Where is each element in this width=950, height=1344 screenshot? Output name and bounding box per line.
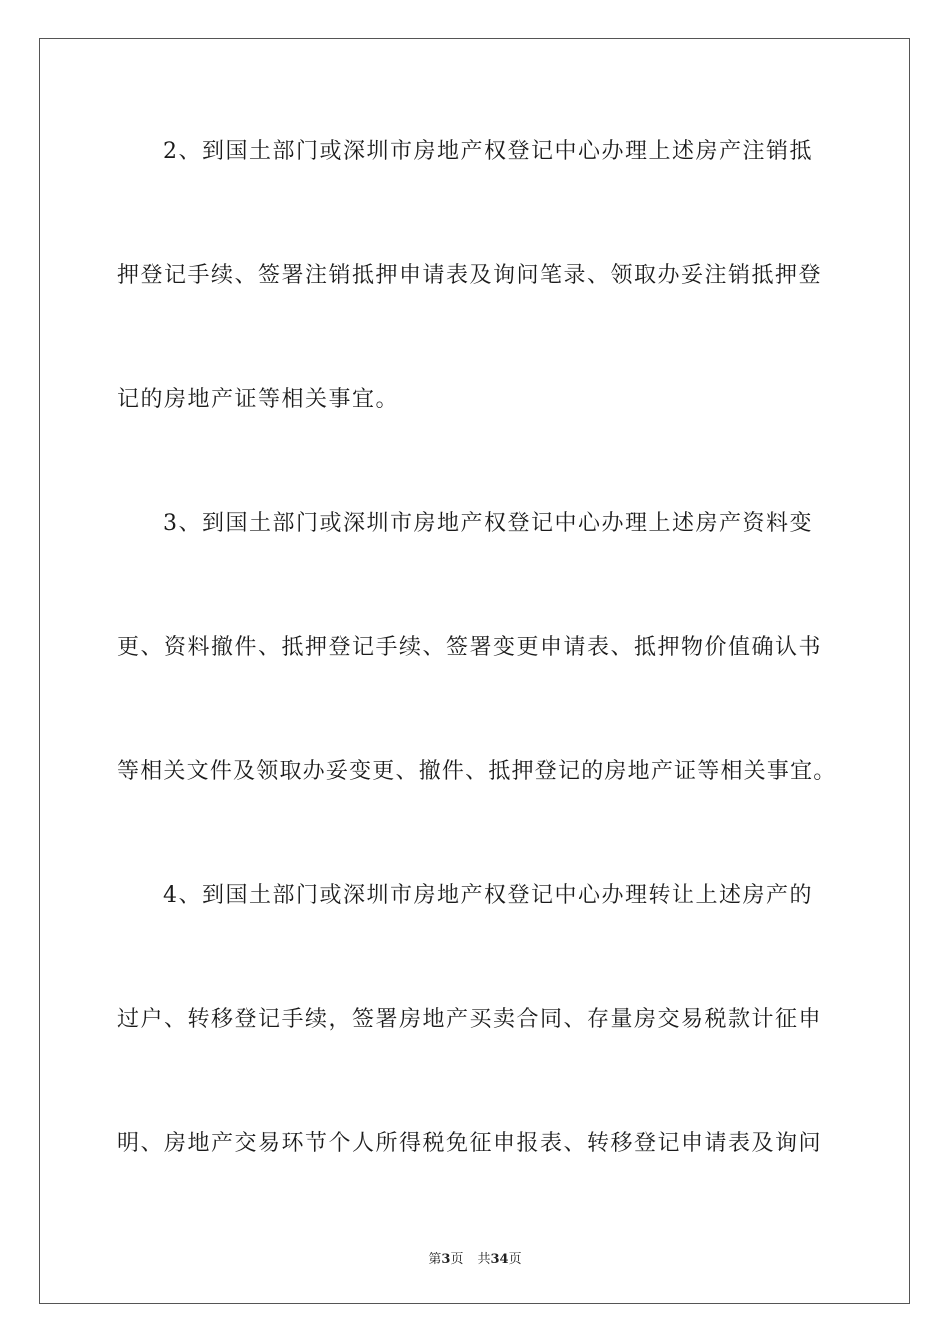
paragraph-line: 2、到国土部门或深圳市房地产权登记中心办理上述房产注销抵 [163, 139, 813, 164]
paragraph-line: 过户、转移登记手续，签署房地产买卖合同、存量房交易税款计征申 [117, 1007, 823, 1032]
paragraph-line: 记的房地产证等相关事宜。 [117, 387, 400, 412]
total-page-count: 34 [490, 1252, 509, 1267]
paragraph-line: 3、到国土部门或深圳市房地产权登记中心办理上述房产资料变 [163, 511, 813, 536]
paragraph-line: 更、资料撤件、抵押登记手续、签署变更申请表、抵押物价值确认书 [117, 635, 823, 660]
total-suffix: 页 [508, 1252, 522, 1267]
page-suffix: 页 [450, 1252, 464, 1267]
paragraph-line: 等相关文件及领取办妥变更、撤件、抵押登记的房地产证等相关事宜。 [117, 759, 837, 784]
total-prefix: 共 [477, 1252, 491, 1267]
page-prefix: 第 [428, 1252, 442, 1267]
current-page-number: 3 [441, 1252, 451, 1267]
page-number-footer [0, 1248, 950, 1267]
paragraph-line: 4、到国土部门或深圳市房地产权登记中心办理转让上述房产的 [163, 883, 813, 908]
paragraph-line: 明、房地产交易环节个人所得税免征申报表、转移登记申请表及询问 [117, 1131, 823, 1156]
document-body [117, 125, 837, 1241]
paragraph-line: 押登记手续、签署注销抵押申请表及询问笔录、领取办妥注销抵押登 [117, 263, 823, 288]
